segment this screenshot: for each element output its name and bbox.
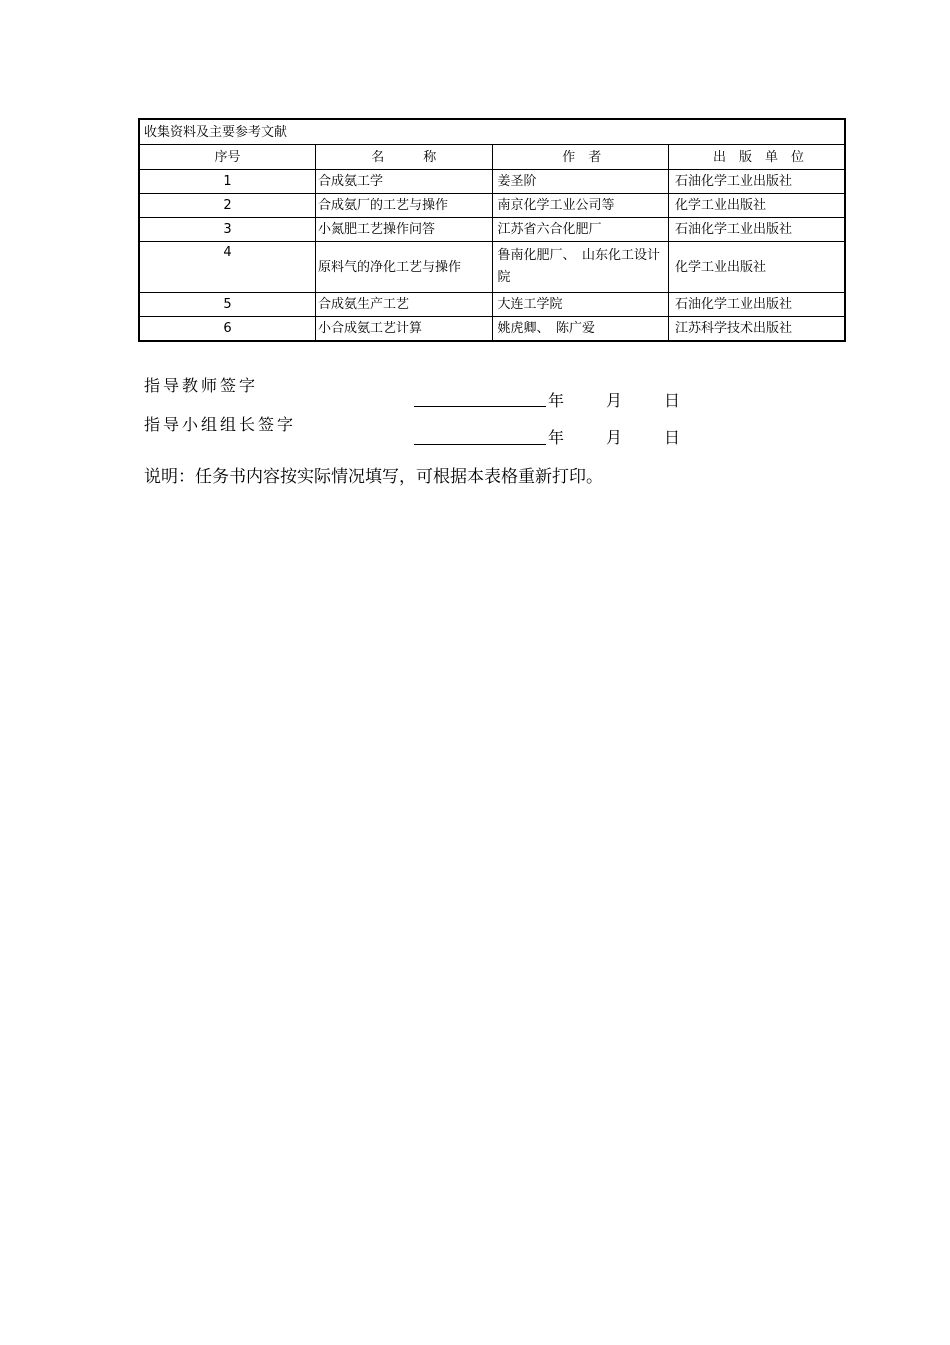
footnote: 说明：任务书内容按实际情况填写，可根据本表格重新打印。 bbox=[144, 467, 603, 487]
table-row bbox=[139, 170, 845, 194]
cell-no: 1 bbox=[139, 170, 316, 194]
cell-name: 合成氨厂的工艺与操作 bbox=[316, 194, 493, 218]
cell-name: 小合成氨工艺计算 bbox=[316, 317, 493, 342]
cell-name: 合成氨生产工艺 bbox=[316, 293, 493, 317]
table-row bbox=[139, 293, 845, 317]
cell-no: 5 bbox=[139, 293, 316, 317]
cell-publisher: 石油化学工业出版社 bbox=[669, 293, 846, 317]
references-table bbox=[138, 118, 846, 342]
cell-no: 4 bbox=[139, 242, 316, 293]
cell-no: 2 bbox=[139, 194, 316, 218]
teacher-day-label: 日 bbox=[664, 391, 681, 410]
cell-no: 6 bbox=[139, 317, 316, 342]
leader-signature-label: 指导小组组长签字 bbox=[144, 415, 297, 434]
cell-no: 3 bbox=[139, 218, 316, 242]
header-publisher: 出 版 单 位 bbox=[669, 145, 846, 170]
leader-day-label: 日 bbox=[664, 428, 681, 447]
cell-author: 姚虎卿、 陈广爱 bbox=[492, 317, 669, 342]
cell-author: 大连工学院 bbox=[492, 293, 669, 317]
cell-author: 姜圣阶 bbox=[492, 170, 669, 194]
header-author: 作 者 bbox=[492, 145, 669, 170]
cell-publisher: 化学工业出版社 bbox=[669, 194, 846, 218]
cell-name: 原料气的净化工艺与操作 bbox=[316, 242, 493, 293]
cell-author: 鲁南化肥厂、 山东化工设计院 bbox=[492, 242, 669, 293]
table-title: 收集资料及主要参考文献 bbox=[139, 119, 845, 145]
cell-publisher: 石油化学工业出版社 bbox=[669, 170, 846, 194]
header-name: 名 称 bbox=[316, 145, 493, 170]
cell-publisher: 石油化学工业出版社 bbox=[669, 218, 846, 242]
cell-author: 南京化学工业公司等 bbox=[492, 194, 669, 218]
cell-author: 江苏省六合化肥厂 bbox=[492, 218, 669, 242]
leader-signature-line[interactable] bbox=[414, 444, 546, 445]
teacher-year-label: 年 bbox=[548, 391, 565, 410]
table-row bbox=[139, 317, 845, 342]
table-row bbox=[139, 194, 845, 218]
table-row bbox=[139, 218, 845, 242]
cell-name: 合成氨工学 bbox=[316, 170, 493, 194]
table-row bbox=[139, 242, 845, 293]
cell-name: 小氮肥工艺操作问答 bbox=[316, 218, 493, 242]
leader-month-label: 月 bbox=[606, 428, 623, 447]
header-no: 序号 bbox=[139, 145, 316, 170]
leader-year-label: 年 bbox=[548, 428, 565, 447]
teacher-signature-line[interactable] bbox=[414, 406, 546, 407]
teacher-signature-label: 指导教师签字 bbox=[144, 376, 259, 395]
cell-publisher: 化学工业出版社 bbox=[669, 242, 846, 293]
table-header-row bbox=[139, 145, 845, 170]
teacher-month-label: 月 bbox=[606, 391, 623, 410]
cell-publisher: 江苏科学技术出版社 bbox=[669, 317, 846, 342]
